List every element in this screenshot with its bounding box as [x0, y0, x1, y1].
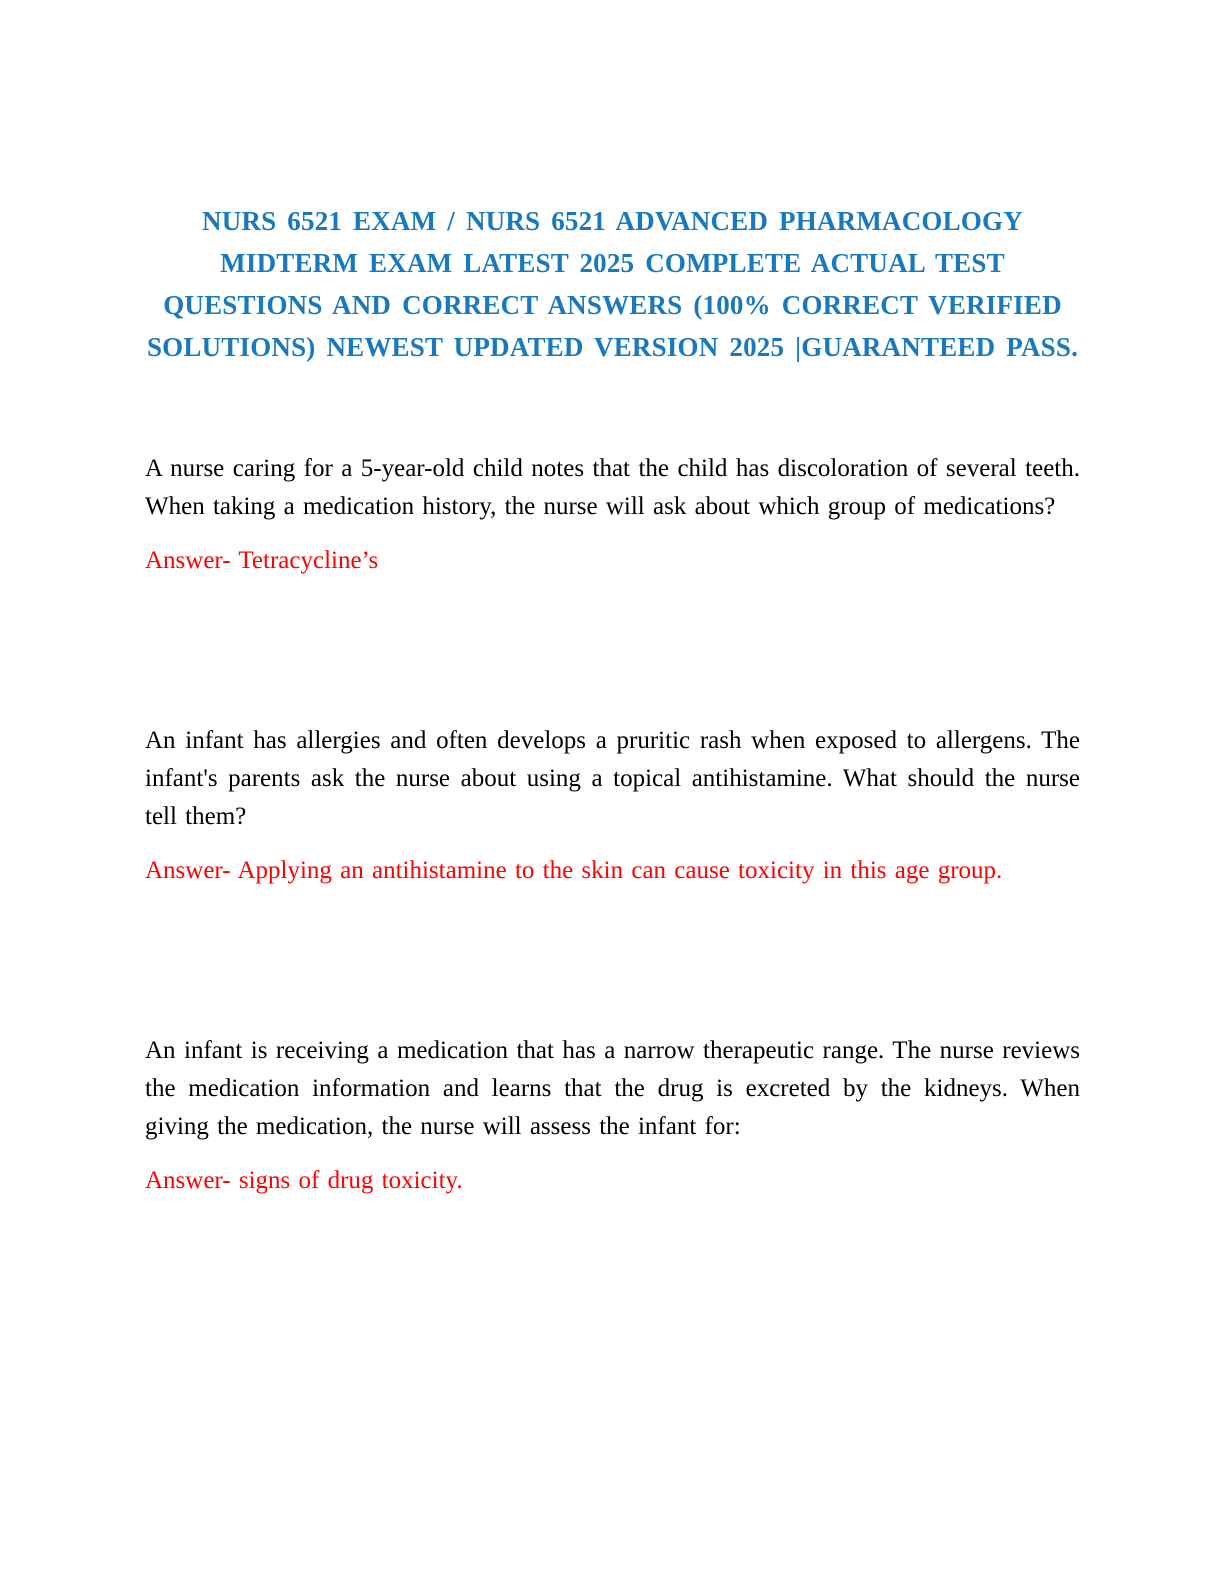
question-text: An infant is receiving a medication that has a narrow therapeutic range. The nurse reviews the medication information and learns that the drug is excreted by the kidneys. When giving the medication, the nurse will assess the infant for: [145, 1037, 1080, 1140]
question-text: An infant has allergies and often develops a pruritic rash when exposed to allergens. The infant's parents ask the nurse about using a topical antihistamine. What should the nurse tell them? [145, 727, 1080, 830]
question-text: A nurse caring for a 5-year-old child notes that the child has discoloration of several teeth. When taking a medication history, the nurse will ask about which group of medications? [145, 455, 1080, 520]
answer-text: Answer- Tetracycline’s [145, 547, 379, 574]
qa-block-3 [145, 1032, 1080, 1200]
qa-block-1 [145, 450, 1080, 580]
answer-text: Answer- Applying an antihistamine to the skin can cause toxicity in this age group. [145, 857, 1003, 884]
answer-text: Answer- signs of drug toxicity. [145, 1167, 463, 1194]
qa-block-2 [145, 722, 1080, 890]
document-title: NURS 6521 EXAM / NURS 6521 ADVANCED PHARMACOLOGY MIDTERM EXAM LATEST 2025 COMPLETE ACTUAL TEST QUESTIONS AND CORRECT ANSWERS (100% CORRECT VERIFIED SOLUTIONS) NEWEST UPDATED VERSION 2025 |GUARANTEED PASS. [146, 206, 1079, 362]
